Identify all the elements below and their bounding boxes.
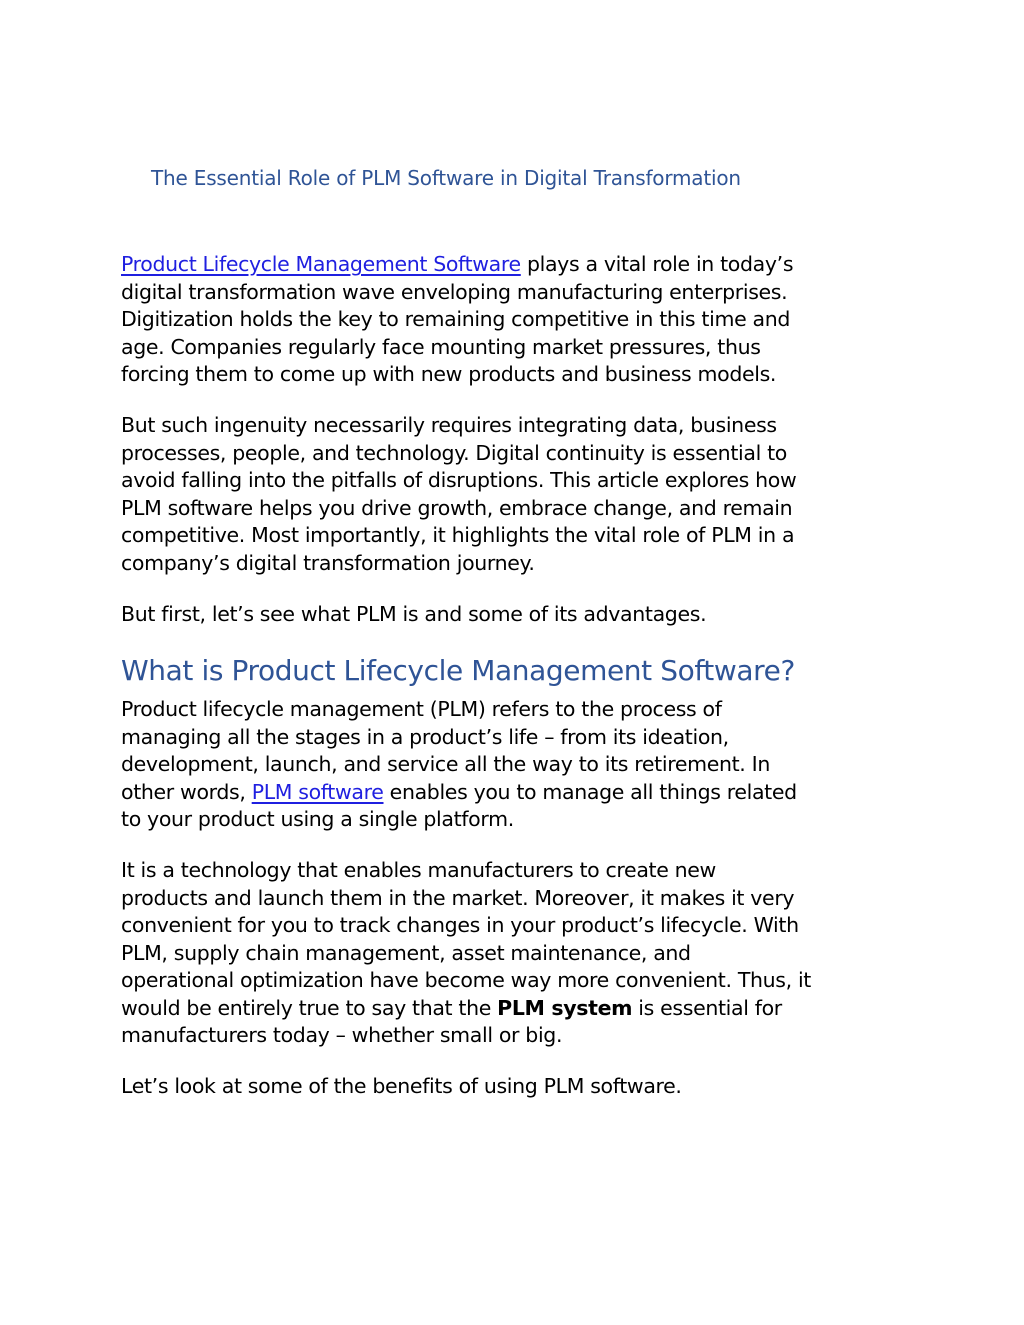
but-first-line: But first, let’s see what PLM is and some of its advantages. <box>121 602 707 626</box>
benefits-intro-line: Let’s look at some of the benefits of using PLM software. <box>121 1074 682 1098</box>
technology-line-7: manufacturers today – whether small or big. <box>121 1023 563 1047</box>
but-first-paragraph <box>121 601 921 629</box>
definition-line-5: to your product using a single platform. <box>121 807 514 831</box>
intro-line-3: Digitization holds the key to remaining competitive in this time and <box>121 307 791 331</box>
definition-line-2: managing all the stages in a product’s life – from its ideation, <box>121 724 729 749</box>
ingenuity-paragraph <box>121 412 921 577</box>
intro-line-1 <box>121 251 921 279</box>
plm-software-link[interactable]: Product Lifecycle Management Software <box>121 252 521 276</box>
intro-line-1-text: plays a vital role in today’s <box>520 252 794 276</box>
ingenuity-line: company’s digital transformation journey. <box>121 550 535 575</box>
document-title: The Essential Role of PLM Software in Digital Transformation <box>151 166 741 190</box>
ingenuity-line: competitive. Most importantly, it highlights the vital role of PLM in a <box>121 523 795 547</box>
definition-paragraph <box>121 696 921 834</box>
plm-system-bold: PLM system <box>497 995 633 1020</box>
technology-line-3: convenient for you to track changes in your product’s lifecycle. With <box>121 913 799 937</box>
definition-line-4-post: enables you to manage all things related <box>383 779 797 804</box>
ingenuity-line: But such ingenuity necessarily requires integrating data, business <box>121 413 777 437</box>
intro-line-5: forcing them to come up with new products and business models. <box>121 362 777 386</box>
plm-software-inline-link[interactable]: PLM software <box>251 779 384 804</box>
intro-line-4: age. Companies regularly face mounting market pressures, thus <box>121 334 761 359</box>
technology-line-6-pre: would be entirely true to say that the <box>121 995 498 1020</box>
definition-line-4-pre: other words, <box>121 779 252 804</box>
technology-line-4: PLM, supply chain management, asset maintenance, and <box>121 940 691 965</box>
technology-line-6 <box>121 995 921 1023</box>
technology-paragraph <box>121 857 921 1050</box>
definition-line-4 <box>121 779 921 807</box>
ingenuity-line: avoid falling into the pitfalls of disruptions. This article explores how <box>121 468 797 492</box>
ingenuity-line: PLM software helps you drive growth, embrace change, and remain <box>121 495 793 520</box>
benefits-intro-paragraph <box>121 1073 921 1101</box>
technology-line-5: operational optimization have become way more convenient. Thus, it <box>121 968 811 992</box>
definition-line-1: Product lifecycle management (PLM) refers to the process of <box>121 697 722 721</box>
definition-line-3: development, launch, and service all the way to its retirement. In <box>121 752 770 776</box>
intro-paragraph <box>121 251 921 389</box>
ingenuity-line: processes, people, and technology. Digital continuity is essential to <box>121 440 787 465</box>
technology-line-1: It is a technology that enables manufacturers to create new <box>121 858 716 882</box>
intro-line-2: digital transformation wave enveloping manufacturing enterprises. <box>121 279 788 304</box>
technology-line-6-post: is essential for <box>632 995 782 1020</box>
technology-line-2: products and launch them in the market. Moreover, it makes it very <box>121 885 795 910</box>
section-heading: What is Product Lifecycle Management Software? <box>121 654 795 687</box>
